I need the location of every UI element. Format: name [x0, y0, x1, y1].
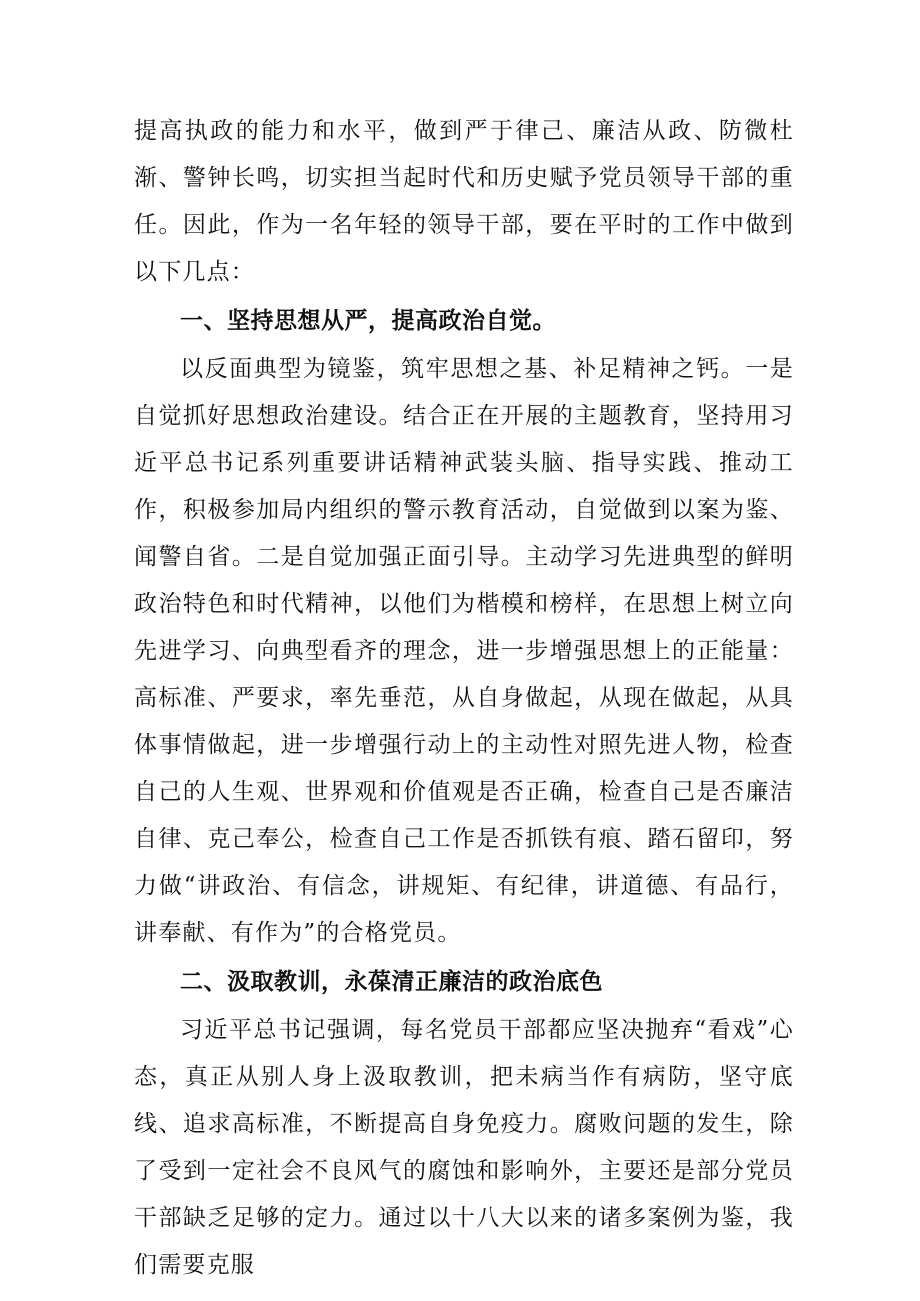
section-1-heading: 一、坚持思想从严，提高政治自觉。 [180, 308, 556, 334]
intro-paragraph: 提高执政的能力和水平，做到严于律己、廉洁从政、防微杜渐、警钟长鸣，切实担当起时代和历史赋予党员领导干部的重任。因此，作为一名年轻的领导干部，要在平时的工作中做到以下几点： [134, 118, 794, 285]
section-1-paragraph: 以反面典型为镜鉴，筑牢思想之基、补足精神之钙。一是自觉抓好思想政治建设。结合正在开展的主题教育，坚持用习近平总书记系列重要讲话精神武装头脑、指导实践、推动工作，积极参加局内组织的警示教育活动，自觉做到以案为鉴、闻警自省。二是自觉加强正面引导。主动学习先进典型的鲜明政治特色和时代精神，以他们为楷模和榜样，在思想上树立向先进学习、向典型看齐的理念，进一步增强思想上的正能量：高标准、严要求，率先垂范，从自身做起，从现在做起，从具体事情做起，进一步增强行动上的主动性对照先进人物，检查自己的人生观、世界观和价值观是否正确，检查自己是否廉洁自律、克己奉公，检查自己工作是否抓铁有痕、踏石留印，努力做“讲政治、有信念，讲规矩、有纪律，讲道德、有品行，讲奉献、有作为”的合格党员。 [134, 356, 794, 946]
section-2-heading: 二、汲取教训，永葆清正廉洁的政治底色 [180, 969, 603, 995]
document-body [134, 108, 794, 1289]
section-2-paragraph: 习近平总书记强调，每名党员干部都应坚决抛弃“看戏”心态，真正从别人身上汲取教训，把未病当作有病防，坚守底线、追求高标准，不断提高自身免疫力。腐败问题的发生，除了受到一定社会不良风气的腐蚀和影响外，主要还是部分党员干部缺乏足够的定力。通过以十八大以来的诸多案例为鉴，我们需要克服 [134, 1017, 794, 1278]
